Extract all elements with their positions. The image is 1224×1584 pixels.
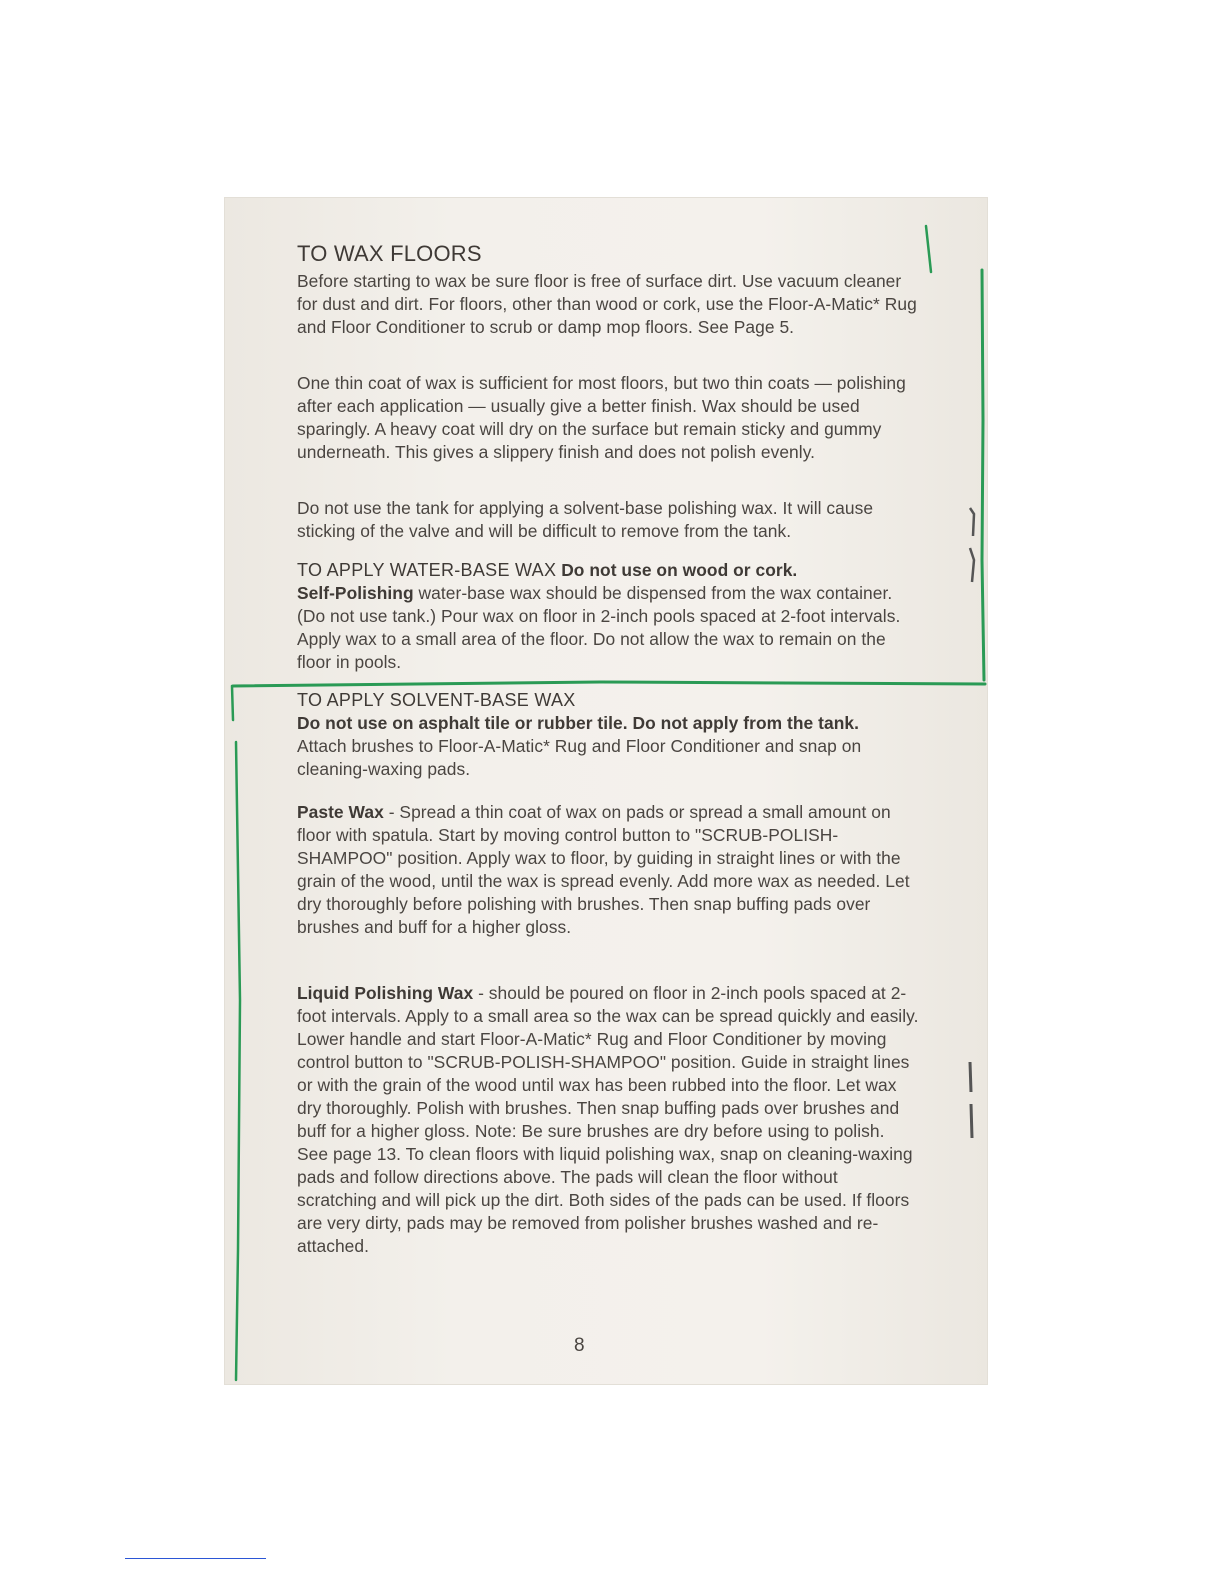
paste-wax-lead: Paste Wax xyxy=(297,802,384,822)
water-base-body: water-base wax should be dispensed from the wax container. (Do not use tank.) Pour wax on floor in 2-inch pools spaced at 2-foot intervals. Apply wax to a small area of the floor. Do not allow the wax to remain on the floor in pools. xyxy=(297,583,901,672)
document-page xyxy=(224,197,988,1385)
liquid-wax-lead: Liquid Polishing Wax xyxy=(297,983,474,1003)
solvent-base-section xyxy=(297,689,919,781)
paste-wax-body: - Spread a thin coat of wax on pads or spread a small amount on floor with spatula. Start by moving control button to "SCRUB-POLISH-SHAMPOO" position. Apply wax to floor, by guiding in straight lines or with the grain of the wood, until the wax is spread evenly. Add more wax as needed. Let dry thoroughly before polishing with brushes. Then snap buffing pads over brushes and buff for a higher gloss. xyxy=(297,802,910,937)
page-title: TO WAX FLOORS xyxy=(297,241,482,266)
intro-paragraph-3: Do not use the tank for applying a solvent-base polishing wax. It will cause sticking of the valve and will be difficult to remove from the tank. xyxy=(297,498,874,541)
liquid-wax-paragraph xyxy=(297,982,919,1258)
intro-paragraph-1: Before starting to wax be sure floor is free of surface dirt. Use vacuum cleaner for dust and dirt. For floors, other than wood or cork, use the Floor-A-Matic* Rug and Floor Conditioner to scrub or damp mop floors. See Page 5. xyxy=(297,271,917,337)
water-base-section xyxy=(297,559,919,674)
solvent-base-warning: Do not use on asphalt tile or rubber tile. Do not apply from the tank. xyxy=(297,713,859,733)
solvent-base-heading: TO APPLY SOLVENT-BASE WAX xyxy=(297,690,576,710)
liquid-wax-body: - should be poured on floor in 2-inch pools spaced at 2-foot intervals. Apply to a small area so the wax can be spread quickly and easily. Lower handle and start Floor-A-Matic* Rug and Floor Conditioner by moving control button to "SCRUB-POLISH-SHAMPOO" position. Guide in straight lines or with the grain of the wood until wax has been rubbed into the floor. Let wax dry thoroughly. Polish with brushes. Then snap buffing pads over brushes and buff for a higher gloss. Note: Be sure brushes are dry before using to polish. See page 13. To clean floors with liquid polishing wax, snap on cleaning-waxing pads and follow directions above. The pads will clean the floor without scratching and will pick up the dirt. Both sides of the pads can be used. If floors are very dirty, pads may be removed from polisher brushes washed and re-attached. xyxy=(297,983,919,1256)
page-number: 8 xyxy=(574,1335,585,1356)
water-base-lead: Self-Polishing xyxy=(297,583,414,603)
solvent-base-intro: Attach brushes to Floor-A-Matic* Rug and Floor Conditioner and snap on cleaning-waxing pads. xyxy=(297,736,862,779)
paste-wax-paragraph xyxy=(297,801,919,939)
water-base-warning: Do not use on wood or cork. xyxy=(561,560,798,580)
intro-paragraph-2: One thin coat of wax is sufficient for most floors, but two thin coats — polishing after each application — usually give a better finish. Wax should be used sparingly. A heavy coat will dry on the surface but remain sticky and gummy underneath. This gives a slippery finish and does not polish evenly. xyxy=(297,373,906,462)
water-base-heading: TO APPLY WATER-BASE WAX xyxy=(297,560,557,580)
footer-rule xyxy=(125,1558,266,1559)
